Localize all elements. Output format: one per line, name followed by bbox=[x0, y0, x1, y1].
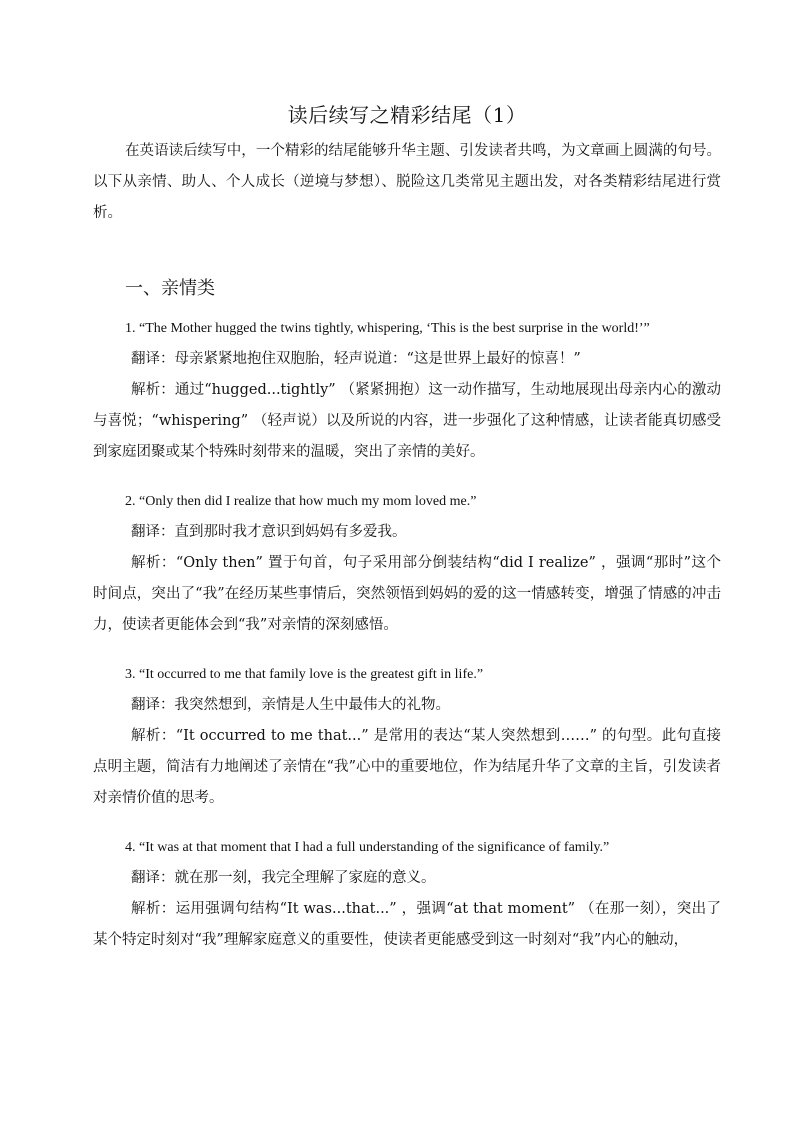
example-analysis: 解析：运用强调句结构“It was...that...” ，强调“at that moment” （在那一刻），突出了某个特定时刻对“我”理解家庭意义的重要性，使读者更能感受到这一时刻对“我”内心的触动， bbox=[93, 901, 721, 948]
example-analysis: 解析：通过“hugged...tightly” （紧紧拥抱）这一动作描写，生动地展现出母亲内心的激动与喜悦；“whispering” （轻声说）以及所说的内容，进一步强化了这种情感，让读者能真切感受到家庭团聚或某个特殊时刻带来的温暖，突出了亲情的美好。 bbox=[93, 382, 721, 460]
example-quote: 1. “The Mother hugged the twins tightly, whispering, ‘This is the best surprise in the world!’” bbox=[125, 321, 650, 336]
example-quote: 2. “Only then did I realize that how much my mom loved me.” bbox=[125, 494, 477, 509]
example-translation: 翻译：母亲紧紧地抱住双胞胎，轻声说道：“这是世界上最好的惊喜！” bbox=[131, 351, 581, 367]
example-translation: 翻译：就在那一刻，我完全理解了家庭的意义。 bbox=[131, 870, 436, 886]
example-translation: 翻译：我突然想到，亲情是人生中最伟大的礼物。 bbox=[131, 697, 450, 713]
section-heading-family: 一、亲情类 bbox=[125, 278, 215, 299]
example-item-3 bbox=[93, 659, 721, 814]
example-quote: 3. “It occurred to me that family love is the greatest gift in life.” bbox=[125, 667, 484, 682]
intro-paragraph: 在英语读后续写中，一个精彩的结尾能够升华主题、引发读者共鸣，为文章画上圆满的句号。以下从亲情、助人、个人成长（逆境与梦想）、脱险这几类常见主题出发，对各类精彩结尾进行赏析。 bbox=[93, 143, 721, 221]
example-analysis: 解析：“Only then” 置于句首，句子采用部分倒装结构“did I realize” ，强调“那时”这个时间点，突出了“我”在经历某些事情后，突然领悟到妈妈的爱的这一情感转变，增强了情感的冲击力，使读者更能体会到“我”对亲情的深刻感悟。 bbox=[93, 555, 721, 633]
example-analysis: 解析：“It occurred to me that...” 是常用的表达“某人突然想到……” 的句型。此句直接点明主题，简洁有力地阐述了亲情在“我”心中的重要地位，作为结尾升华了文章的主旨，引发读者对亲情价值的思考。 bbox=[93, 728, 721, 806]
example-quote: 4. “It was at that moment that I had a full understanding of the significance of family.” bbox=[125, 840, 610, 855]
example-item-2 bbox=[93, 486, 721, 641]
example-translation: 翻译：直到那时我才意识到妈妈有多爱我。 bbox=[131, 524, 407, 540]
example-item-1 bbox=[93, 313, 721, 468]
example-item-4 bbox=[93, 832, 721, 956]
document-title: 读后续写之精彩结尾（1） bbox=[287, 103, 527, 127]
document-page bbox=[93, 100, 721, 956]
